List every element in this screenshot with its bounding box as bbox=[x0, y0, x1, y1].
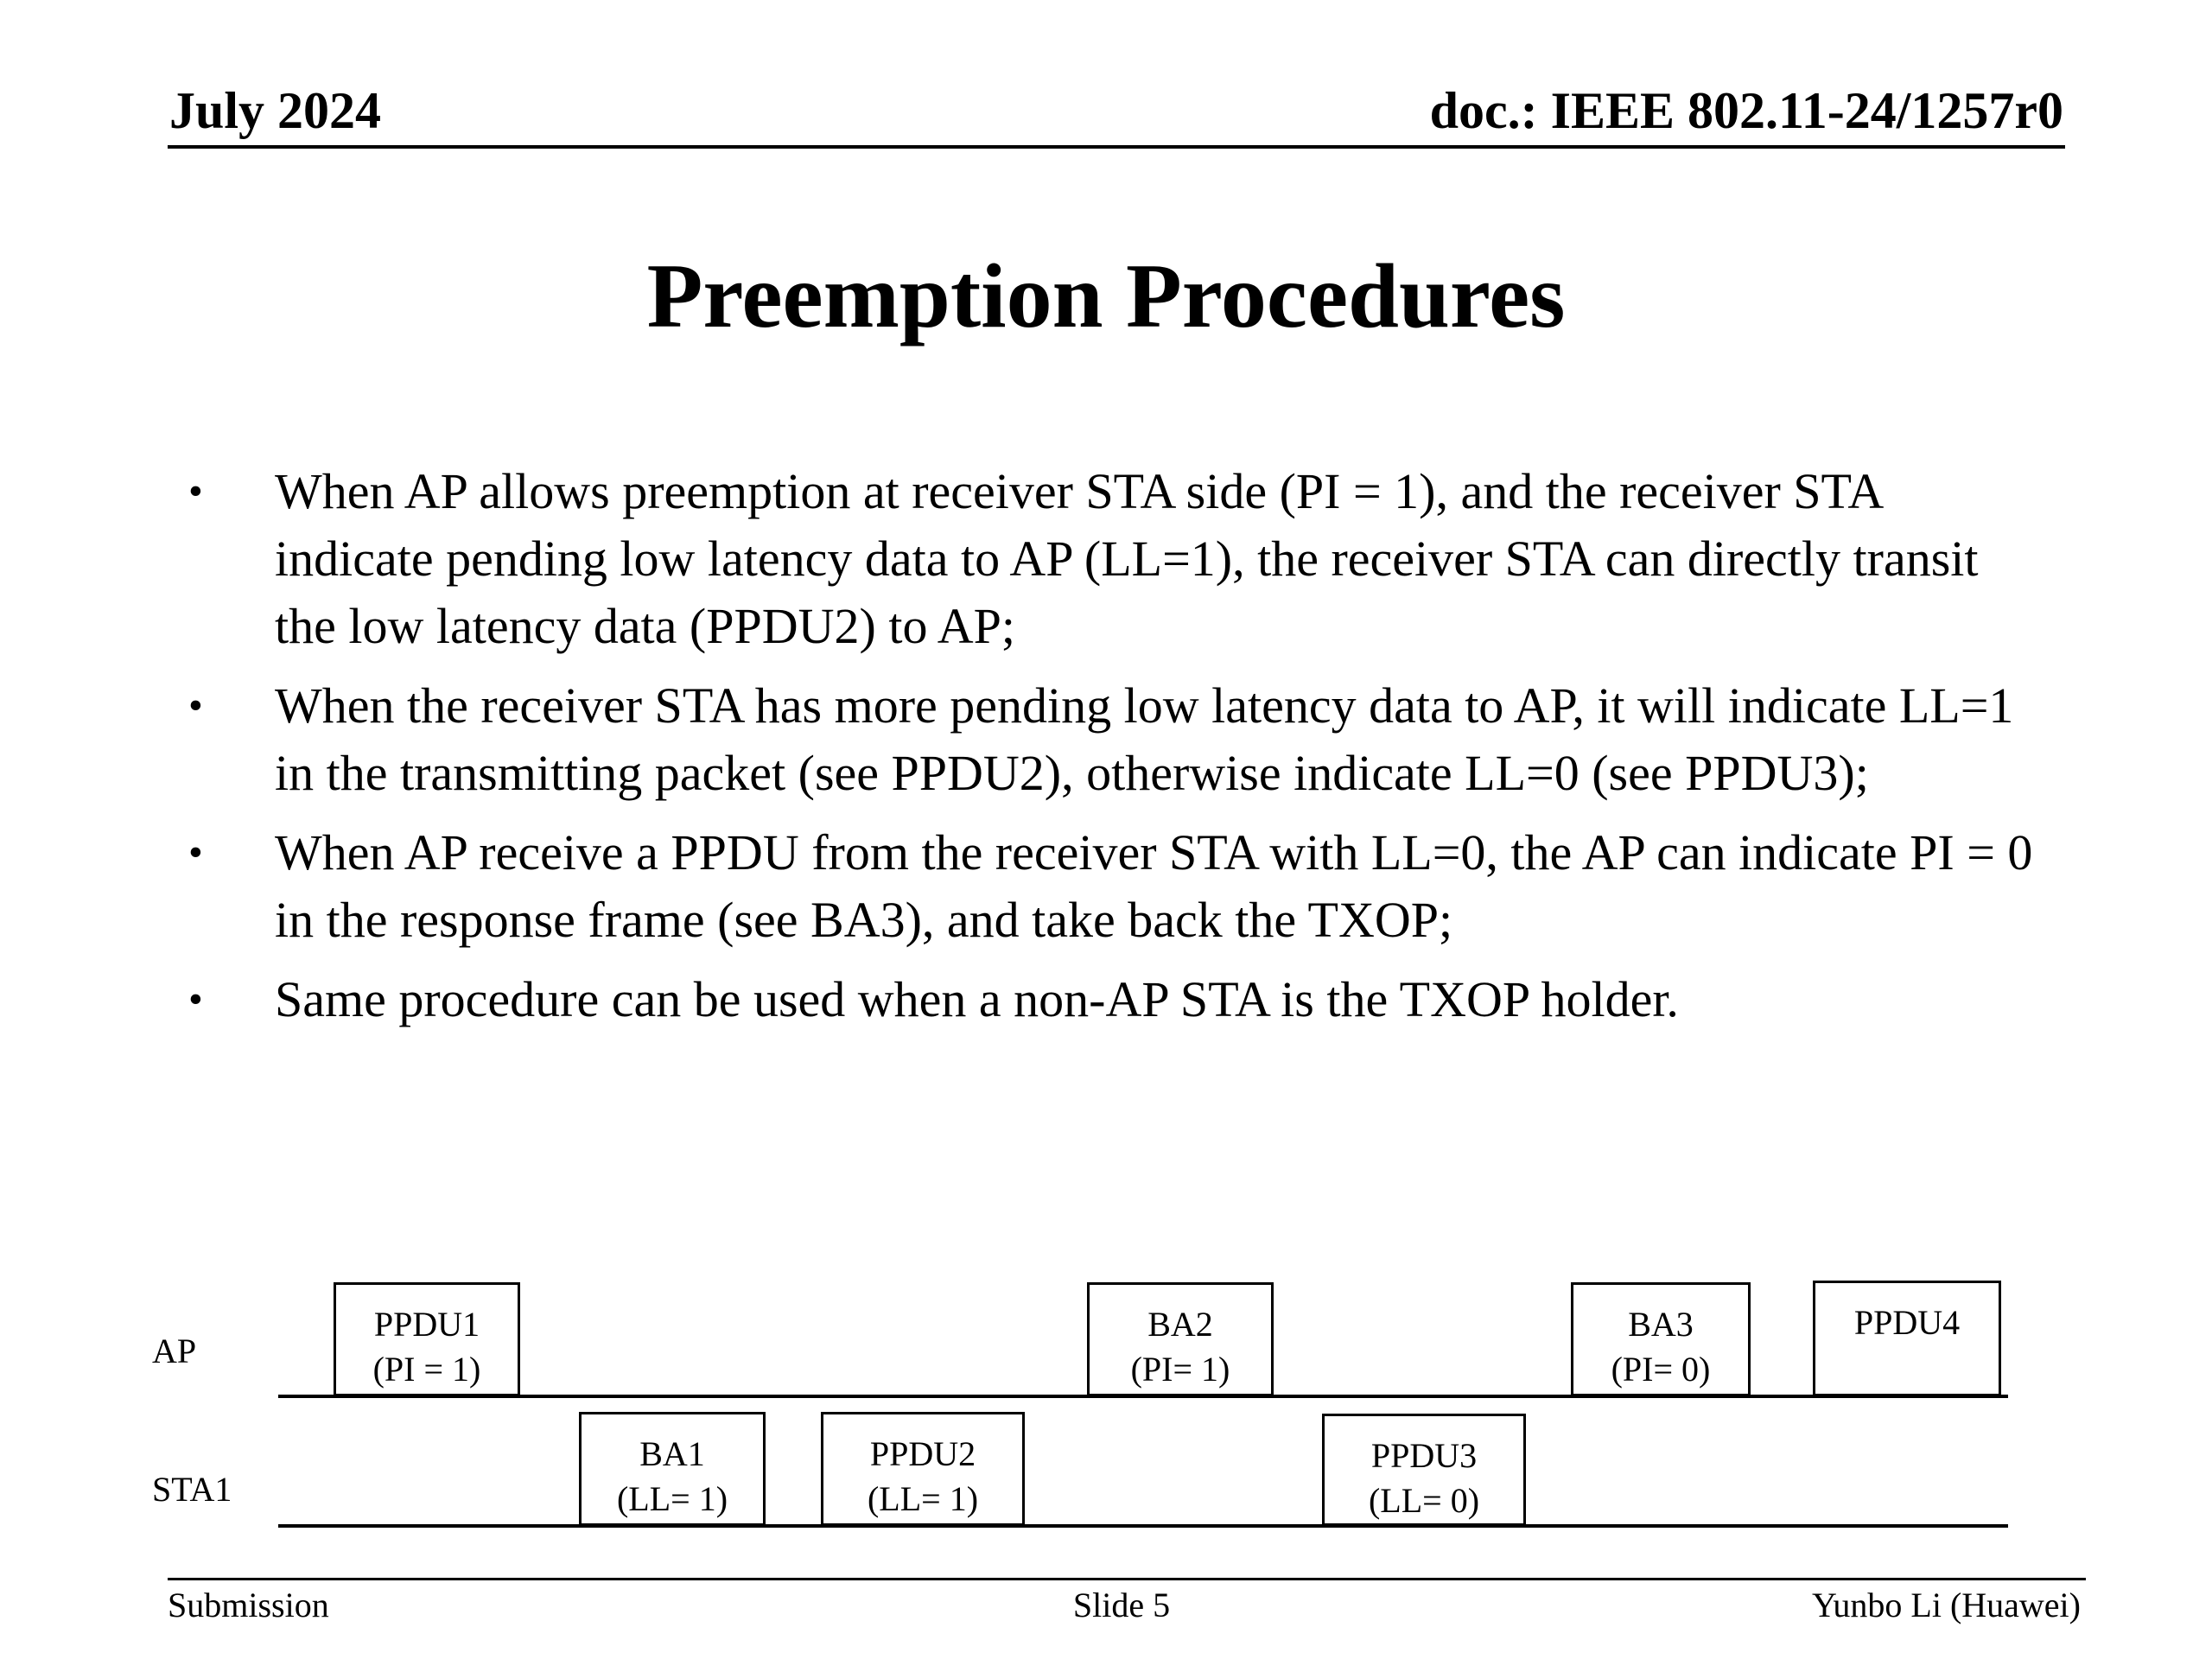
bullet-dot: • bbox=[188, 830, 203, 875]
frame-detail: (PI= 0) bbox=[1611, 1350, 1711, 1389]
ap-frame-ppdu1 bbox=[334, 1282, 520, 1396]
bullet-text: When AP receive a PPDU from the receiver STA with LL=0, the AP can indicate PI = 0 in the response frame (see BA3), and take back the TXOP; bbox=[275, 824, 2033, 948]
frame-name: PPDU2 bbox=[869, 1434, 976, 1473]
footer-submission: Submission bbox=[168, 1586, 329, 1624]
bullet-dot: • bbox=[188, 468, 203, 514]
bullet-item bbox=[188, 672, 2046, 807]
bullet-text: When AP allows preemption at receiver STA side (PI = 1), and the receiver STA indicate pending low latency data to AP (LL=1), the receiver STA can directly transit the low latency data (PPDU2) to AP; bbox=[275, 463, 1979, 654]
header-divider bbox=[168, 145, 2065, 149]
bullet-list bbox=[188, 458, 2046, 1046]
bullet-text: When the receiver STA has more pending low latency data to AP, it will indicate LL=1 in the transmitting packet (see PPDU2), otherwise indicate LL=0 (see PPDU3); bbox=[275, 677, 2014, 801]
bullet-item bbox=[188, 819, 2046, 954]
slide-title: Preemption Procedures bbox=[646, 245, 1566, 346]
sta-timeline bbox=[278, 1524, 2008, 1528]
frame-detail: (LL= 1) bbox=[616, 1479, 728, 1518]
sta-frame-ppdu2 bbox=[821, 1412, 1025, 1526]
footer-slide-number: Slide 5 bbox=[1072, 1586, 1171, 1624]
frame-detail: (PI= 1) bbox=[1130, 1350, 1230, 1389]
frame-name: PPDU1 bbox=[373, 1305, 480, 1344]
ap-frame-ba2 bbox=[1087, 1282, 1274, 1396]
sta-lane-label: STA1 bbox=[152, 1470, 232, 1509]
frame-name: BA1 bbox=[639, 1434, 705, 1473]
ap-lane-label: AP bbox=[152, 1332, 197, 1370]
footer-divider bbox=[168, 1578, 2086, 1580]
sta-frame-ba1 bbox=[579, 1412, 766, 1526]
frame-detail: (LL= 0) bbox=[1368, 1481, 1480, 1520]
ap-frame-ba3 bbox=[1571, 1282, 1751, 1396]
bullet-dot: • bbox=[188, 683, 203, 728]
bullet-dot: • bbox=[188, 976, 203, 1022]
header-date: July 2024 bbox=[169, 82, 382, 139]
bullet-item bbox=[188, 966, 2046, 1033]
bullet-text: Same procedure can be used when a non-AP STA is the TXOP holder. bbox=[275, 971, 1679, 1027]
header-doc-id: doc.: IEEE 802.11-24/1257r0 bbox=[1429, 82, 2063, 139]
frame-detail: (LL= 1) bbox=[867, 1479, 979, 1518]
frame-name: PPDU3 bbox=[1370, 1436, 1478, 1475]
bullet-item bbox=[188, 458, 2046, 660]
footer-author: Yunbo Li (Huawei) bbox=[1811, 1586, 2081, 1624]
frame-name: BA2 bbox=[1147, 1305, 1213, 1344]
frame-name: PPDU4 bbox=[1853, 1303, 1961, 1342]
frame-name: BA3 bbox=[1628, 1305, 1694, 1344]
frame-detail: (PI = 1) bbox=[372, 1350, 481, 1389]
ap-frame-ppdu4 bbox=[1813, 1281, 2001, 1396]
sta-frame-ppdu3 bbox=[1322, 1414, 1526, 1526]
